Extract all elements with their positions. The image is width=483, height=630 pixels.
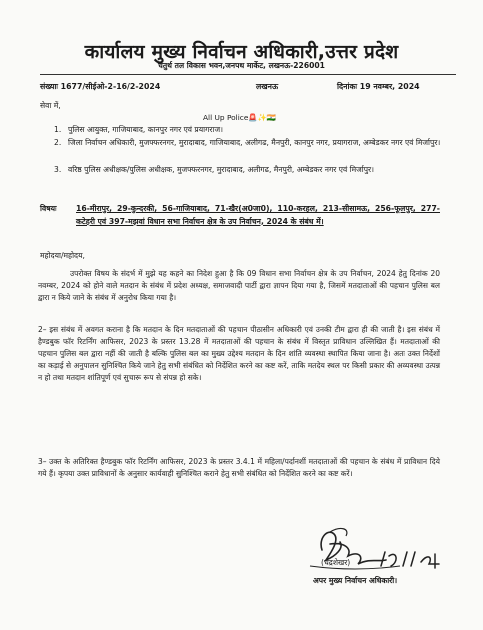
recipient-number: 2. [54,138,62,147]
reference-date: दिनांकः 19 नवम्बर, 2024 [337,82,420,91]
reference-city: लखनऊ [256,82,279,91]
handwritten-date-mark [377,548,447,570]
recipient-text: जिला निर्वाचन अधिकारी, मुजफ्फरनगर, मुरादाबाद, गाजियाबाद, अलीगढ, मैनपुरी, कानपुर नगर, प्रयागराज, अम्बेडकर नगर एवं मिर्जापुर। [68,138,441,147]
subject-text: 16-मीरापुर, 29-कुन्दरकी, 56-गाजियाबाद, 71-खैर(अ0जा0), 110-करहल, 213-सीसामऊ, 256-फूलपुर, 277-कटेहरी एवं 397-मझवां विधान सभा निर्वाचन क्षेत्र के उप निर्वाचन, 2024 के संबंध में। [76,204,440,226]
recipient-text: पुलिस आयुक्त, गाजियाबाद, कानपुर नगर एवं प्रयागराज। [68,125,223,134]
office-address: चतुर्थ तल विकास भवन,जनपथ मार्केट, लखनऊ-226001 [158,61,325,70]
greeting: महोदया/महोदय, [40,251,85,260]
recipient-item [54,124,454,136]
recipient-number: 1. [54,125,62,134]
recipient-text: वरिष्ठ पुलिस अधीक्षक/पुलिस अधीक्षक, मुजफ्फरनगर, मुरादाबाद, अलीगढ, मैनपुरी, अम्बेडकर नगर एवं मिर्जापुर। [68,165,375,174]
header-divider [40,74,456,75]
recipient-item [54,164,454,176]
recipient-number: 3. [54,165,62,174]
reference-number: संख्याः 1677/सीईओ-2-16/2-2024 [40,82,161,91]
paragraph-2: 2– इस संबंध में अवगत कराना है कि मतदान के दिन मतदाताओं की पहचान पीठासीन अधिकारी एवं उनकी टीम द्वारा ही की जाती है। इस संबंध में हैण्डबुक फॉर रिटर्निंग आफिसर, 2023 के प्रस्तर 13.28 में मतदाताओं की पहचान के संबंध में विस्तृत प्राविधान उल्लिखित हैं। मतदाताओं की पहचान पुलिस बल द्वारा नहीं की जाती है बल्कि पुलिस बल का मुख्य उद्देश्य मतदान के दिन शांति व्यवस्था स्थापित किया जाना है। अतः उक्त निर्देशों का कड़ाई से अनुपालन सुनिश्चित किये जाने हेतु सभी संबंधित को निर्देशित करने का कष्ट करें, ताकि मतदेय स्थल पर किसी प्रकार की अव्यवस्था उत्पन्न न हो तथा मतदान शांतिपूर्ण एवं सुचारू रूप से संपन्न हो सके। [38,325,440,383]
salutation-to: सेवा में, [40,101,61,110]
paragraph-3: 3– उक्त के अतिरिक्त हैण्डबुक फॉर रिटर्निंग आफिसर, 2023 के प्रस्तर 3.4.1 में महिला/पर्दानशीं मतदाताओं की पहचान के संबंध में प्राविधान दिये गये हैं। कृपया उक्त प्राविधानों के अनुसार कार्यवाही सुनिश्चित कराने हेतु सभी संबंधित को निर्देशित करने का कष्ट करें। [38,457,440,479]
handwritten-date [377,548,447,574]
recipient-item [54,137,454,149]
signatory-name: (चंद्रशेखर) [321,558,351,567]
whatsapp-tag: All Up Police🚨✨🇮🇳 [203,113,277,122]
subject-label: विषयः [40,204,57,213]
signatory-designation: अपर मुख्य निर्वाचन अधिकारी। [313,576,398,585]
office-title: कार्यालय मुख्य निर्वाचन अधिकारी,उत्तर प्रदेश [84,41,399,63]
paragraph-1: उपरोक्त विषय के संदर्भ में मुझे यह कहने का निदेश हुआ है कि 09 विधान सभा निर्वाचन क्षेत्र के उप निर्वाचन, 2024 हेतु दिनांक 20 नवम्बर, 2024 को होने वाले मतदान के संबंध में प्रदेश अध्यक्ष, समाजवादी पार्टी द्वारा ज्ञापन दिया गया है, जिसमें मतदाताओं की पहचान पुलिस बल द्वारा न किये जाने के संबंध में अनुरोध किया गया है। [38,269,440,303]
